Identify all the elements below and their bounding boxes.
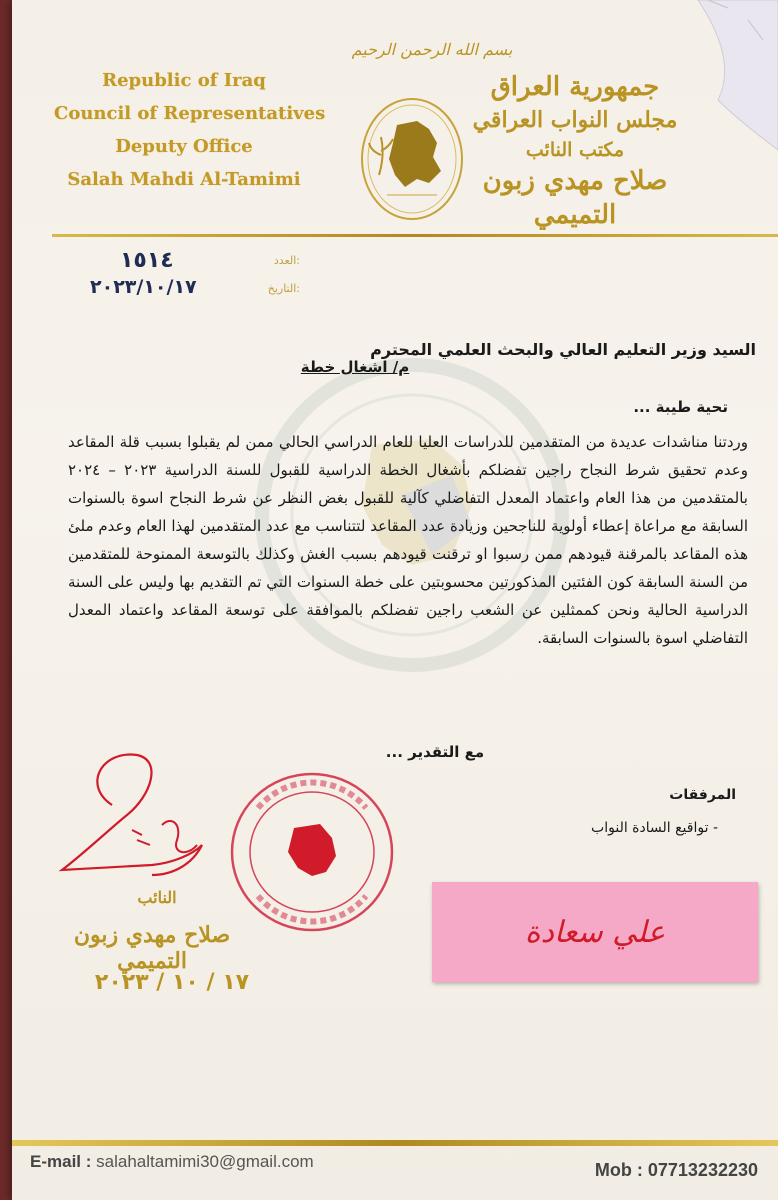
letter-page [12, 0, 778, 1200]
subject-text: م/ اشغال خطة [300, 358, 410, 376]
reference-date: ٢٠٢٣/١٠/١٧ [90, 276, 197, 298]
closing-text: مع التقدير ... [385, 743, 485, 761]
footer-divider [12, 1140, 778, 1146]
basmala: بسم الله الرحمن الرحيم [351, 40, 513, 59]
attachments-title: المرفقات [669, 787, 736, 803]
letterhead-ar-line-1: جمهورية العراق [490, 72, 660, 102]
folded-corner [668, 0, 778, 150]
subject-line [12, 358, 778, 376]
letterhead-ar-line-3: مكتب النائب [525, 139, 625, 161]
deputy-name: صلاح مهدي زبون التميمي [73, 922, 231, 974]
header-divider [52, 234, 778, 237]
official-stamp [228, 768, 396, 936]
reference-date-label: التاريخ: [267, 282, 300, 295]
email-label: E-mail : [30, 1152, 92, 1171]
email-value: salahaltamimi30@gmail.com [96, 1152, 314, 1171]
handwritten-signature [42, 745, 222, 895]
footer-email [30, 1152, 314, 1172]
letterhead-en-line-2: Council of Representatives [54, 103, 326, 124]
signature-date: ١٧ / ١٠ / ٢٠٢٣ [94, 970, 250, 995]
letterhead-en-line-4: Salah Mahdi Al-Tamimi [67, 169, 301, 190]
sticky-note [432, 882, 758, 982]
reference-number: ١٥١٤ [120, 248, 174, 273]
letter-body: وردتنا مناشدات عديدة من المتقدمين للدراسات العليا للعام الدراسي الحالي ممن لم يقبلوا بسبب قلة المقاعد وعدم تحقيق شرط النجاح راجين تفضلكم بأشغال الخطة الدراسية للقبول للسنة الدراسية ٢٠٢٣ – ٢٠٢٤ بالمتقدمين من هذا العام واعتماد المعدل التفاضلي كآلية للقبول بغض النظر عن شرط النجاح اسوة بالسنوات السابقة مع مراعاة إعطاء أولوية للناجحين وزيادة عدد المقاعد لتتناسب مع عدد المتقدمين لهذا العام وعدم ملئ هذه المقاعد بالمرقنة قيودهم ممن رسبوا او ترقنت قيودهم بسبب الغش وكذلك بالتوسعة الممنوحة للمتقدمين من السنة السابقة كون الفئتين المذكورتين محسوبتين على خطة السنوات التي تم التقديم بها وليس على السنة الدراسية الحالية ونحن كممثلين عن الشعب راجين تفضلكم بالموافقة على توسعة المقاعد واعتماد المعدل التفاضلي اسوة بالسنوات السابقة. [68, 433, 748, 647]
sticky-note-text: علي سعادة [524, 914, 666, 950]
reference-number-label: العدد: [273, 254, 300, 267]
iraq-map-logo [357, 95, 467, 223]
letterhead-en-line-3: Deputy Office [115, 136, 253, 157]
addressee: السيد وزير التعليم العالي والبحث العلمي المحترم [370, 340, 756, 359]
reference-date-row [90, 276, 300, 304]
attachment-item: - تواقيع السادة النواب [591, 820, 718, 836]
reference-block [90, 248, 300, 304]
reference-number-row [90, 248, 300, 276]
letterhead-ar-line-4: صلاح مهدي زبون التميمي [482, 166, 668, 230]
greeting: تحية طيبة ... [633, 398, 728, 416]
letterhead-en-line-1: Republic of Iraq [102, 70, 266, 91]
deputy-title: النائب [137, 888, 177, 907]
footer-mobile [595, 1160, 758, 1181]
english-letterhead [54, 64, 326, 196]
mobile-label: Mob : [594, 1160, 643, 1180]
mobile-value: 07713232230 [647, 1160, 758, 1180]
arabic-letterhead [460, 70, 690, 232]
letterhead-ar-line-2: مجلس النواب العراقي [472, 107, 678, 133]
